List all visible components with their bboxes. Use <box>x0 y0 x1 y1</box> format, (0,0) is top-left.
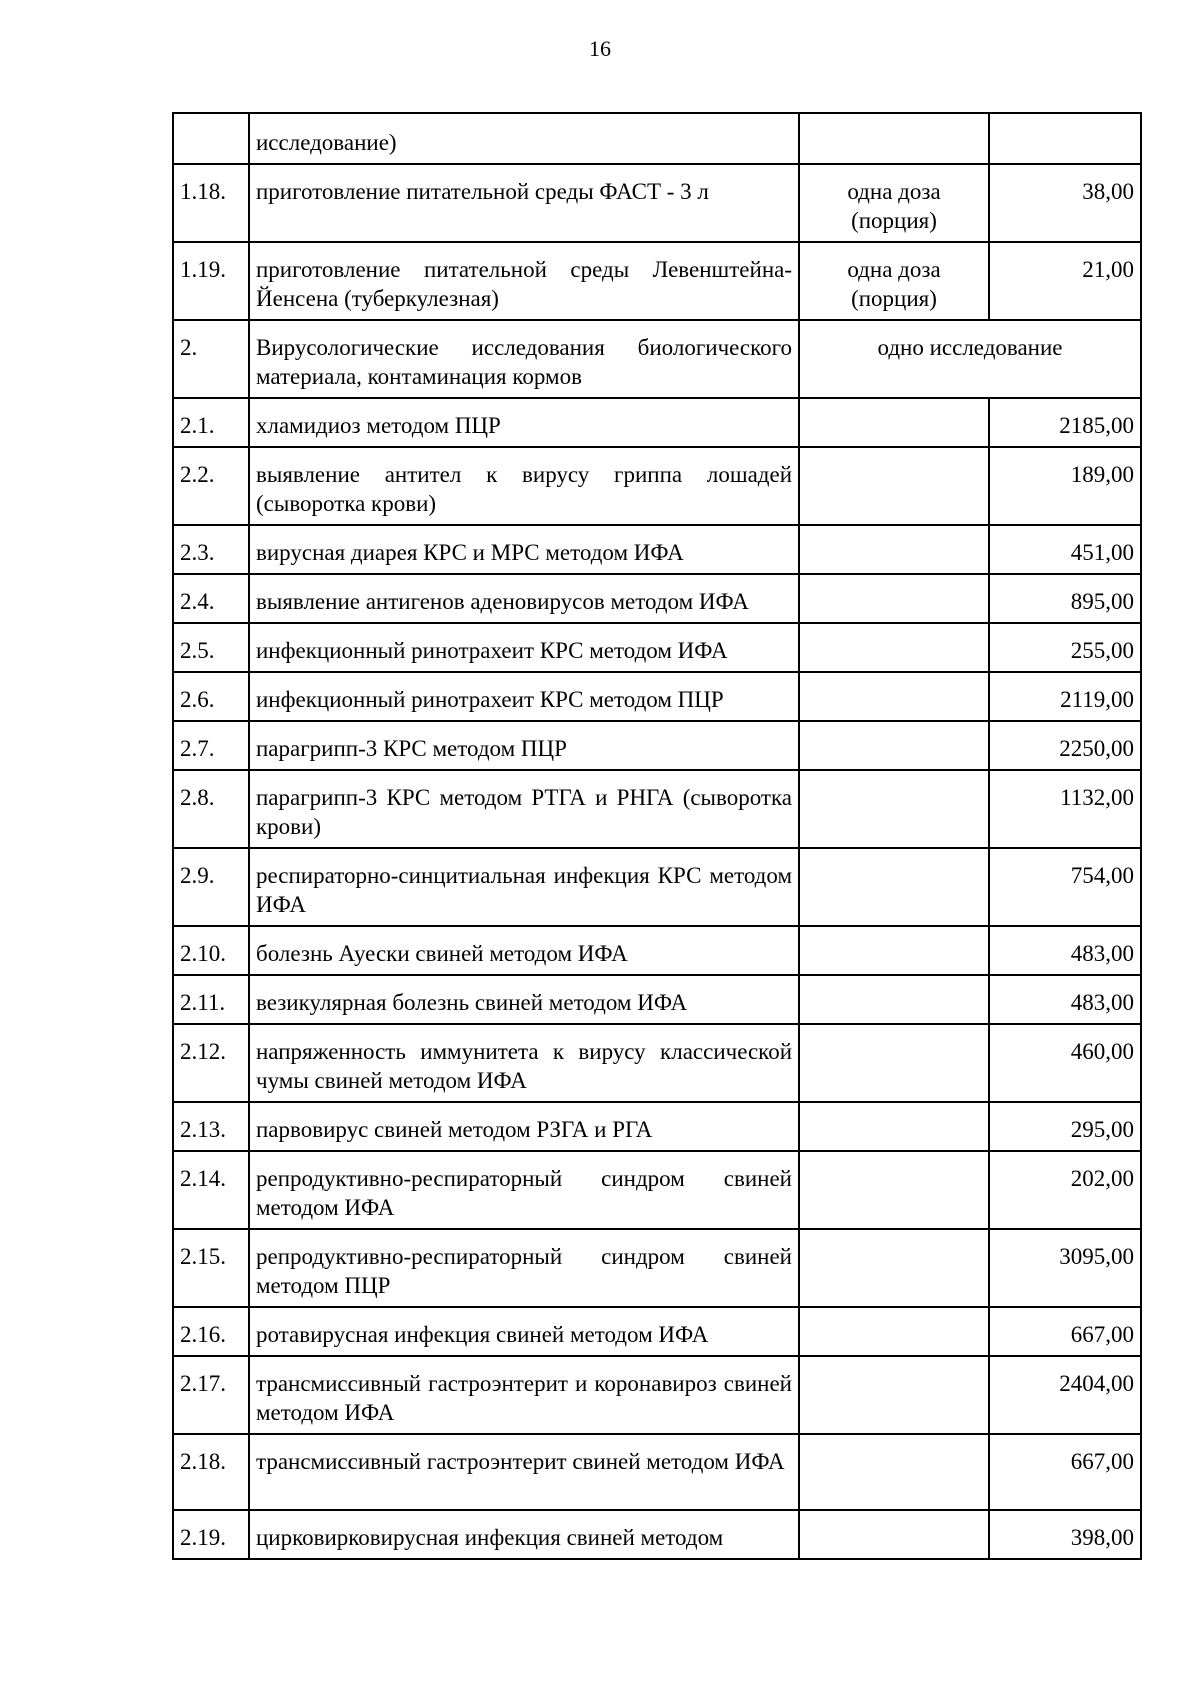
table-row <box>173 525 1141 574</box>
service-name: хламидиоз методом ПЦР <box>249 398 799 447</box>
table-row <box>173 770 1141 848</box>
price-cell: 3095,00 <box>989 1229 1141 1307</box>
row-number: 2.5. <box>173 623 249 672</box>
price-cell: 451,00 <box>989 525 1141 574</box>
unit-cell <box>799 1151 989 1229</box>
page-number: 16 <box>589 36 611 61</box>
price-table <box>172 112 1142 1560</box>
table-row <box>173 721 1141 770</box>
unit-cell <box>799 721 989 770</box>
unit-cell <box>799 1229 989 1307</box>
unit-cell <box>799 926 989 975</box>
price-cell: 398,00 <box>989 1510 1141 1559</box>
row-number: 2.3. <box>173 525 249 574</box>
table-row <box>173 447 1141 525</box>
service-name: парагрипп-3 КРС методом РТГА и РНГА (сыворотка крови) <box>249 770 799 848</box>
table-row <box>173 848 1141 926</box>
row-number: 2.8. <box>173 770 249 848</box>
unit-cell <box>799 574 989 623</box>
unit-cell: одна доза (порция) <box>799 242 989 320</box>
row-number: 2.16. <box>173 1307 249 1356</box>
table-row <box>173 1434 1141 1510</box>
service-name: цирковирковирусная инфекция свиней методом <box>249 1510 799 1559</box>
price-cell: 483,00 <box>989 975 1141 1024</box>
table-row <box>173 1510 1141 1559</box>
service-name: парвовирус свиней методом РЗГА и РГА <box>249 1102 799 1151</box>
unit-cell <box>799 113 989 164</box>
row-number <box>173 113 249 164</box>
row-number: 2.10. <box>173 926 249 975</box>
service-name: Вирусологические исследования биологического материала, контаминация кормов <box>249 320 799 398</box>
service-name: выявление антигенов аденовирусов методом ИФА <box>249 574 799 623</box>
row-number: 1.18. <box>173 164 249 242</box>
row-number: 2.17. <box>173 1356 249 1434</box>
row-number: 2.13. <box>173 1102 249 1151</box>
price-cell: 189,00 <box>989 447 1141 525</box>
row-number: 2.18. <box>173 1434 249 1510</box>
unit-cell <box>799 1307 989 1356</box>
table-row <box>173 242 1141 320</box>
service-name: инфекционный ринотрахеит КРС методом ИФА <box>249 623 799 672</box>
service-name: ротавирусная инфекция свиней методом ИФА <box>249 1307 799 1356</box>
price-cell: 38,00 <box>989 164 1141 242</box>
row-number: 2.4. <box>173 574 249 623</box>
table-row <box>173 1151 1141 1229</box>
table-row <box>173 672 1141 721</box>
table-row <box>173 623 1141 672</box>
price-cell: 21,00 <box>989 242 1141 320</box>
table-row <box>173 1024 1141 1102</box>
row-number: 2.2. <box>173 447 249 525</box>
service-name: вирусная диарея КРС и МРС методом ИФА <box>249 525 799 574</box>
unit-cell <box>799 447 989 525</box>
row-number: 2.9. <box>173 848 249 926</box>
service-name: трансмиссивный гастроэнтерит свиней методом ИФА <box>249 1434 799 1510</box>
row-number: 2. <box>173 320 249 398</box>
service-name: напряженность иммунитета к вирусу классической чумы свиней методом ИФА <box>249 1024 799 1102</box>
row-number: 2.19. <box>173 1510 249 1559</box>
price-cell: 295,00 <box>989 1102 1141 1151</box>
price-cell: 667,00 <box>989 1307 1141 1356</box>
price-cell <box>989 113 1141 164</box>
table-row <box>173 1307 1141 1356</box>
service-name: трансмиссивный гастроэнтерит и коронавироз свиней методом ИФА <box>249 1356 799 1434</box>
table-row <box>173 113 1141 164</box>
price-cell: 2404,00 <box>989 1356 1141 1434</box>
price-cell: 667,00 <box>989 1434 1141 1510</box>
table-row <box>173 1102 1141 1151</box>
price-cell: 1132,00 <box>989 770 1141 848</box>
table-row <box>173 1229 1141 1307</box>
unit-cell <box>799 1356 989 1434</box>
price-cell: 202,00 <box>989 1151 1141 1229</box>
row-number: 2.15. <box>173 1229 249 1307</box>
price-cell: 2185,00 <box>989 398 1141 447</box>
service-name: парагрипп-3 КРС методом ПЦР <box>249 721 799 770</box>
table-row <box>173 975 1141 1024</box>
table-row <box>173 574 1141 623</box>
unit-cell <box>799 1510 989 1559</box>
service-name: репродуктивно-респираторный синдром свиней методом ПЦР <box>249 1229 799 1307</box>
table-row <box>173 1356 1141 1434</box>
row-number: 2.12. <box>173 1024 249 1102</box>
service-name: болезнь Ауески свиней методом ИФА <box>249 926 799 975</box>
row-number: 2.11. <box>173 975 249 1024</box>
price-cell: 255,00 <box>989 623 1141 672</box>
service-name: инфекционный ринотрахеит КРС методом ПЦР <box>249 672 799 721</box>
service-name: приготовление питательной среды Левенштейна-Йенсена (туберкулезная) <box>249 242 799 320</box>
price-cell: 483,00 <box>989 926 1141 975</box>
table-row <box>173 320 1141 398</box>
row-number: 2.1. <box>173 398 249 447</box>
table-row <box>173 398 1141 447</box>
service-name: исследование) <box>249 113 799 164</box>
service-name: приготовление питательной среды ФАСТ - 3 л <box>249 164 799 242</box>
unit-cell <box>799 672 989 721</box>
row-number: 1.19. <box>173 242 249 320</box>
unit-cell <box>799 1102 989 1151</box>
unit-cell: одно исследование <box>799 320 1141 398</box>
unit-cell <box>799 623 989 672</box>
table-row <box>173 164 1141 242</box>
service-name: выявление антител к вирусу гриппа лошадей (сыворотка крови) <box>249 447 799 525</box>
unit-cell <box>799 525 989 574</box>
unit-cell <box>799 975 989 1024</box>
service-name: респираторно-синцитиальная инфекция КРС методом ИФА <box>249 848 799 926</box>
table-row <box>173 926 1141 975</box>
price-cell: 2250,00 <box>989 721 1141 770</box>
row-number: 2.7. <box>173 721 249 770</box>
row-number: 2.14. <box>173 1151 249 1229</box>
row-number: 2.6. <box>173 672 249 721</box>
service-name: репродуктивно-респираторный синдром свиней методом ИФА <box>249 1151 799 1229</box>
price-cell: 754,00 <box>989 848 1141 926</box>
unit-cell <box>799 1434 989 1510</box>
unit-cell: одна доза (порция) <box>799 164 989 242</box>
unit-cell <box>799 1024 989 1102</box>
unit-cell <box>799 848 989 926</box>
price-cell: 460,00 <box>989 1024 1141 1102</box>
unit-cell <box>799 770 989 848</box>
price-cell: 895,00 <box>989 574 1141 623</box>
unit-cell <box>799 398 989 447</box>
price-cell: 2119,00 <box>989 672 1141 721</box>
service-name: везикулярная болезнь свиней методом ИФА <box>249 975 799 1024</box>
